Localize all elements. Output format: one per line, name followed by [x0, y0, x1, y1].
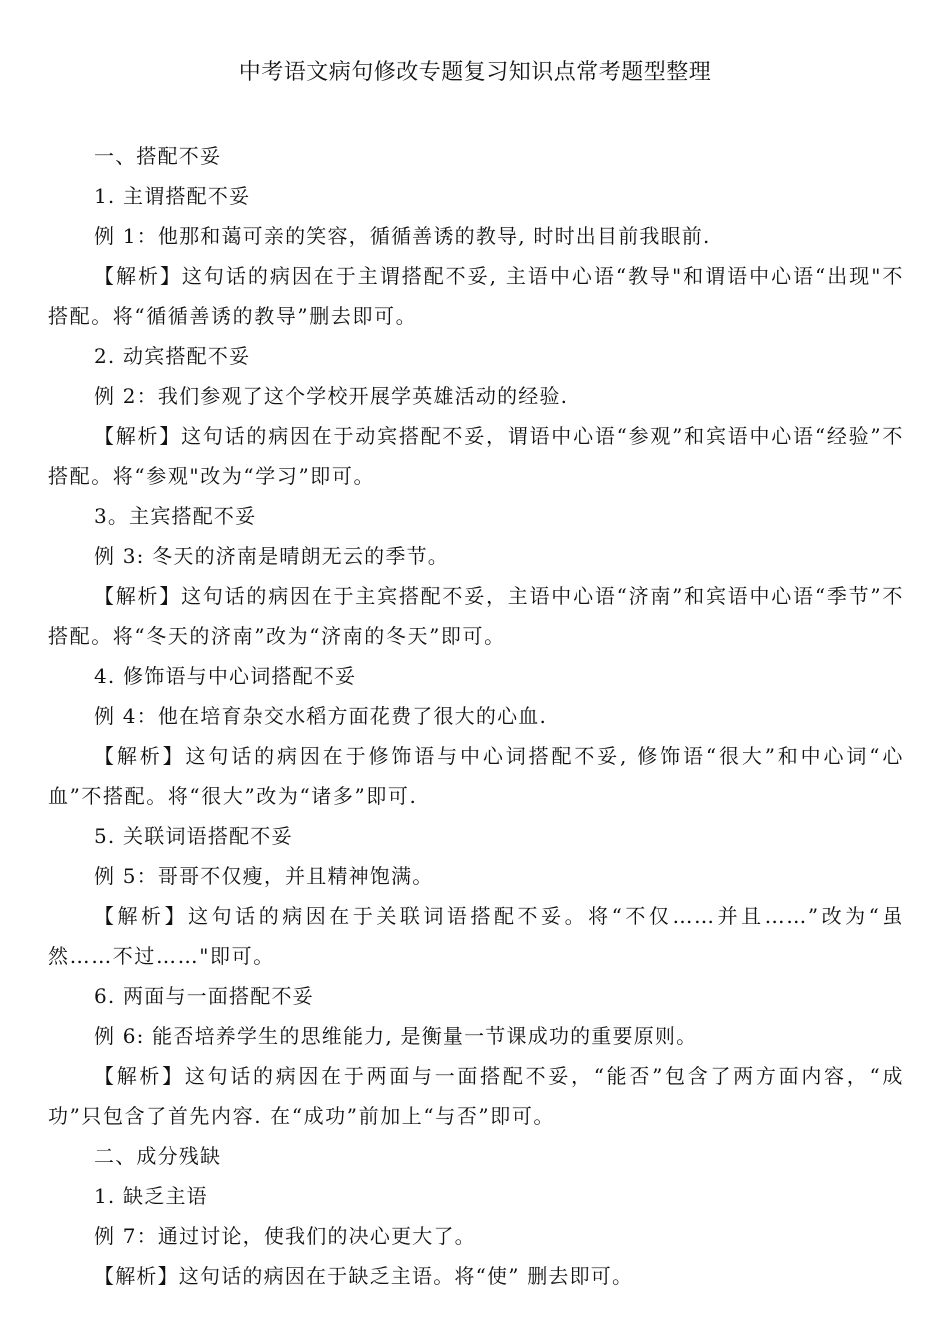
subsection-heading: 5. 关联词语搭配不妥	[94, 824, 293, 848]
analysis-paragraph: 【解析】这句话的病因在于两面与一面搭配不妥，“能否”包含了两方面内容，“成功”只包含了首先内容. 在“成功”前加上“与否”即可。	[48, 1064, 904, 1128]
document-title: 中考语文病句修改专题复习知识点常考题型整理	[238, 60, 712, 85]
document-body	[48, 136, 904, 1296]
section-heading: 二、成分残缺	[94, 1144, 222, 1168]
example-sentence: 例 4：他在培育杂交水稻方面花费了很大的心血.	[94, 704, 548, 728]
example-sentence: 例 1：他那和蔼可亲的笑容，循循善诱的教导, 时时出目前我眼前.	[94, 224, 711, 248]
analysis-paragraph: 【解析】这句话的病因在于主谓搭配不妥, 主语中心语“教导"和谓语中心语“出现"不搭配。将“循循善诱的教导”删去即可。	[48, 264, 904, 328]
example-sentence: 例 2：我们参观了这个学校开展学英雄活动的经验.	[94, 384, 569, 408]
example-sentence: 例 6: 能否培养学生的思维能力, 是衡量一节课成功的重要原则。	[94, 1024, 698, 1048]
analysis-paragraph: 【解析】这句话的病因在于主宾搭配不妥，主语中心语“济南”和宾语中心语“季节”不搭配。将“冬天的济南”改为“济南的冬天”即可。	[48, 584, 904, 648]
subsection-heading: 1. 主谓搭配不妥	[94, 184, 251, 208]
analysis-paragraph: 【解析】这句话的病因在于修饰语与中心词搭配不妥, 修饰语“很大”和中心词“心血”不搭配。将“很大”改为“诸多”即可.	[48, 744, 904, 808]
analysis-paragraph: 【解析】这句话的病因在于缺乏主语。将“使” 删去即可。	[94, 1264, 634, 1288]
subsection-heading: 3。主宾搭配不妥	[94, 504, 257, 528]
subsection-heading: 1. 缺乏主语	[94, 1184, 208, 1208]
example-sentence: 例 5：哥哥不仅瘦，并且精神饱满。	[94, 864, 434, 888]
example-sentence: 例 7：通过讨论，使我们的决心更大了。	[94, 1224, 476, 1248]
section-heading: 一、搭配不妥	[94, 144, 222, 168]
analysis-paragraph: 【解析】这句话的病因在于动宾搭配不妥，谓语中心语“参观”和宾语中心语“经验”不搭配。将“参观"改为“学习”即可。	[48, 424, 904, 488]
subsection-heading: 4. 修饰语与中心词搭配不妥	[94, 664, 357, 688]
subsection-heading: 2. 动宾搭配不妥	[94, 344, 251, 368]
analysis-paragraph: 【解析】这句话的病因在于关联词语搭配不妥。将“不仅……并且……”改为“虽然……不过……"即可。	[48, 904, 904, 968]
subsection-heading: 6. 两面与一面搭配不妥	[94, 984, 314, 1008]
example-sentence: 例 3: 冬天的济南是晴朗无云的季节。	[94, 544, 449, 568]
